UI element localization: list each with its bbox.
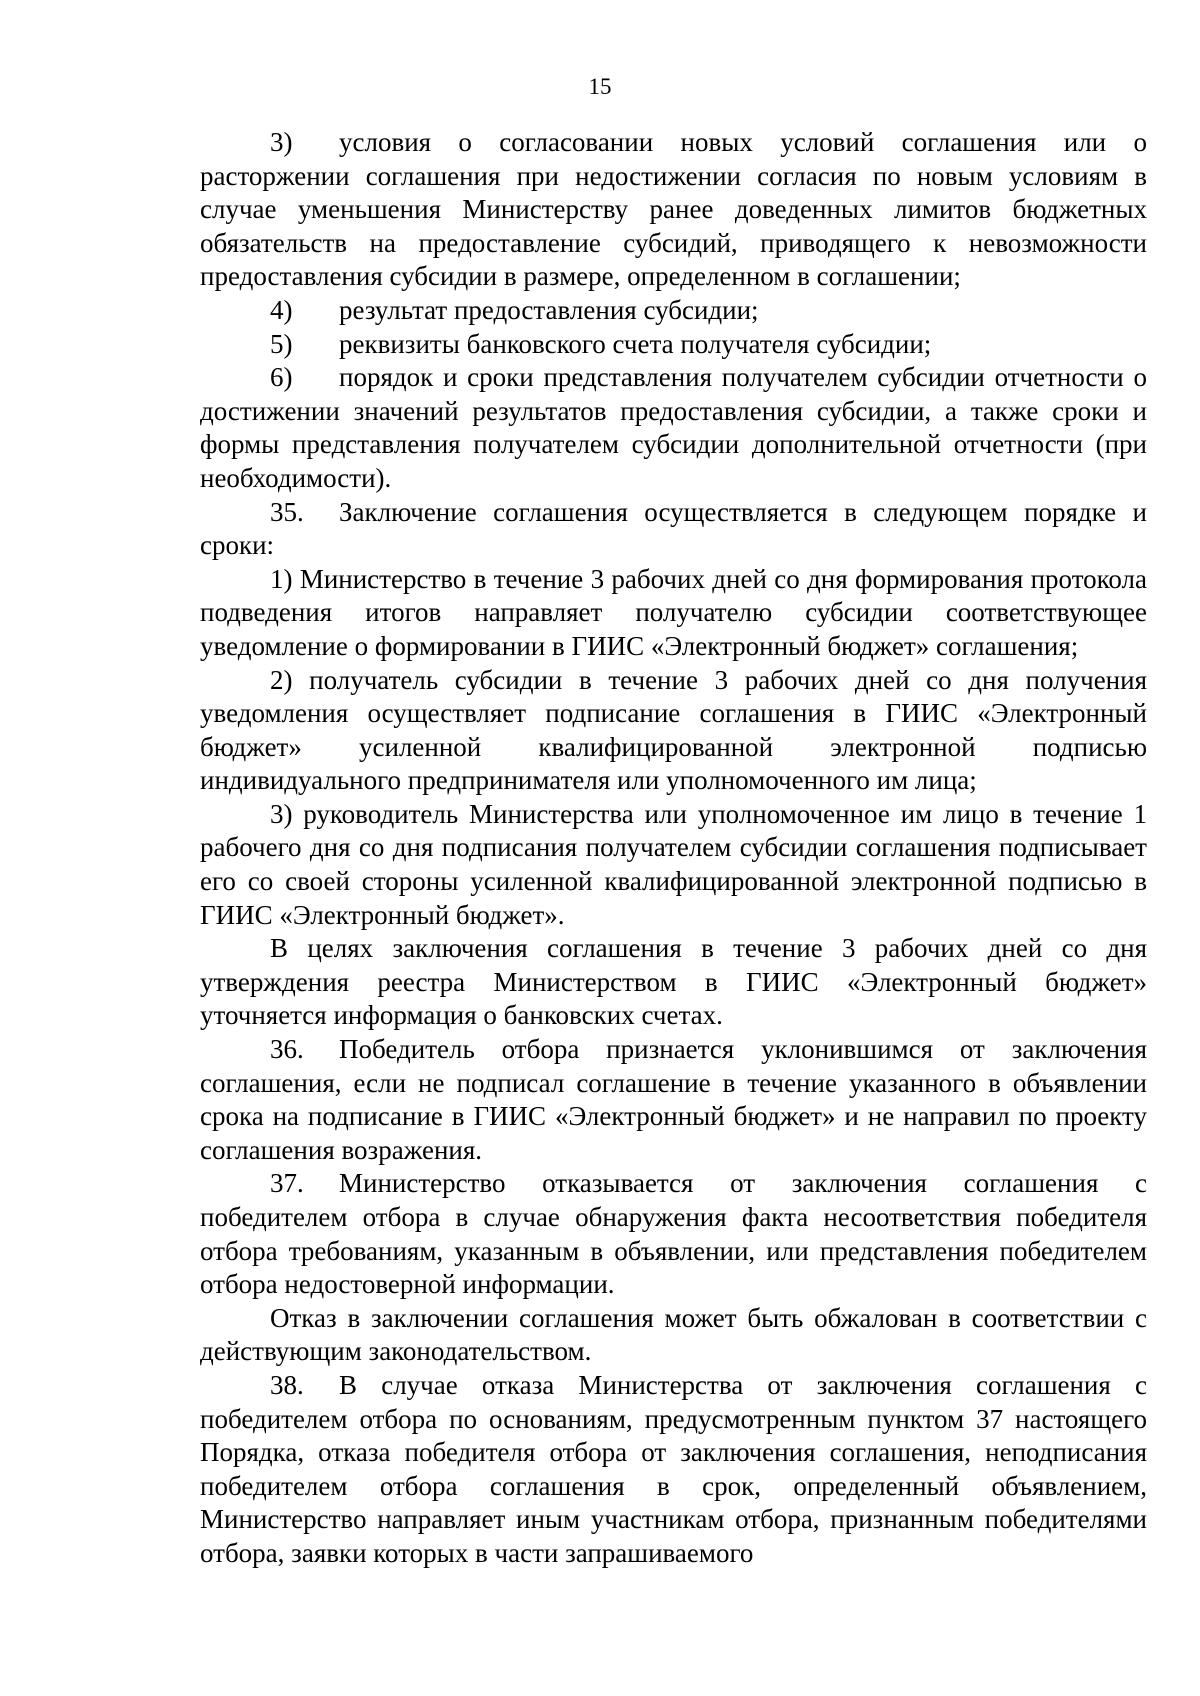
paragraph-number: 4) bbox=[270, 294, 293, 325]
paragraph-item-3 bbox=[200, 126, 1147, 294]
paragraph-item-6 bbox=[200, 361, 1147, 495]
paragraph-text: Министерство отказывается от заключения соглашения с победителем отбора в случае обнаружения факта несоответствия победителя отбора требованиям, указанным в объявлении, или представления победителем отбора недостоверной информации. bbox=[200, 1168, 1147, 1300]
paragraph-number: 35. bbox=[270, 496, 304, 527]
paragraph-text: 2) получатель субсидии в течение 3 рабочих дней со дня получения уведомления осуществляет подписание соглашения в ГИИС «Электронный бюджет» усиленной квалифицированной электронной подписью индивидуального предпринимателя или уполномоченного им лица; bbox=[200, 664, 1147, 796]
paragraph-item-5 bbox=[200, 328, 1147, 362]
paragraph-clause-35 bbox=[200, 496, 1147, 563]
paragraph-text: порядок и сроки представления получателем субсидии отчетности о достижении значений результатов предоставления субсидии, а также сроки и формы представления получателем субсидии дополнительной отчетности (при необходимости). bbox=[200, 362, 1147, 493]
paragraph-number: 37. bbox=[270, 1168, 304, 1199]
paragraph-subitem-1 bbox=[200, 563, 1147, 664]
paragraph-clause-37 bbox=[200, 1167, 1147, 1301]
paragraph-text: результат предоставления субсидии; bbox=[339, 294, 759, 325]
paragraph-number: 3) bbox=[270, 127, 293, 157]
paragraph-clause-38 bbox=[200, 1369, 1147, 1571]
paragraph-number: 5) bbox=[270, 328, 293, 359]
page-number: 15 bbox=[588, 74, 612, 99]
paragraph-text: условия о согласовании новых условий соглашения или о расторжении соглашения при недостижении согласия по новым условиям в случае уменьшения Министерству ранее доведенных лимитов бюджетных обязательств на предоставление субсидий, приводящего к невозможности предоставления субсидии в размере, определенном в соглашении; bbox=[200, 127, 1147, 292]
paragraph-text: В случае отказа Министерства от заключения соглашения с победителем отбора по основаниям, предусмотренным пунктом 37 настоящего Порядка, отказа победителя отбора от заключения соглашения, неподписания победителем отбора соглашения в срок, определенный объявлением, Министерство направляет иным участникам отбора, признанным победителями отбора, заявки которых в части запрашиваемого bbox=[200, 1369, 1147, 1568]
document-body bbox=[200, 126, 1147, 1571]
paragraph-text: реквизиты банковского счета получателя субсидии; bbox=[339, 328, 932, 359]
paragraph-text: Победитель отбора признается уклонившимся от заключения соглашения, если не подписал соглашение в течение указанного в объявлении срока на подписание в ГИИС «Электронный бюджет» и не направил по проекту соглашения возражения. bbox=[200, 1034, 1147, 1165]
paragraph-subitem-3 bbox=[200, 798, 1147, 932]
paragraph-number: 6) bbox=[270, 362, 293, 393]
paragraph-text: Заключение соглашения осуществляется в следующем порядке и сроки: bbox=[200, 496, 1147, 561]
paragraph-number: 38. bbox=[270, 1369, 304, 1400]
paragraph-text: 3) руководитель Министерства или уполномоченное им лицо в течение 1 рабочего дня со дня подписания получателем субсидии соглашения подписывает его со своей стороны усиленной квалифицированной электронной подписью в ГИИС «Электронный бюджет». bbox=[200, 798, 1147, 930]
paragraph-subitem-2 bbox=[200, 664, 1147, 798]
paragraph-clause-36 bbox=[200, 1033, 1147, 1167]
paragraph-item-4 bbox=[200, 294, 1147, 328]
paragraph-appeal bbox=[200, 1302, 1147, 1369]
paragraph-text: В целях заключения соглашения в течение 3 рабочих дней со дня утверждения реестра Министерством в ГИИС «Электронный бюджет» уточняется информация о банковских счетах. bbox=[200, 933, 1147, 1031]
paragraph-number: 36. bbox=[270, 1034, 304, 1065]
paragraph-bank-accounts bbox=[200, 932, 1147, 1033]
paragraph-text: 1) Министерство в течение 3 рабочих дней со дня формирования протокола подведения итогов направляет получателю субсидии соответствующее уведомление о формировании в ГИИС «Электронный бюджет» соглашения; bbox=[200, 563, 1147, 661]
paragraph-text: Отказ в заключении соглашения может быть обжалован в соответствии с действующим законодательством. bbox=[200, 1302, 1147, 1367]
